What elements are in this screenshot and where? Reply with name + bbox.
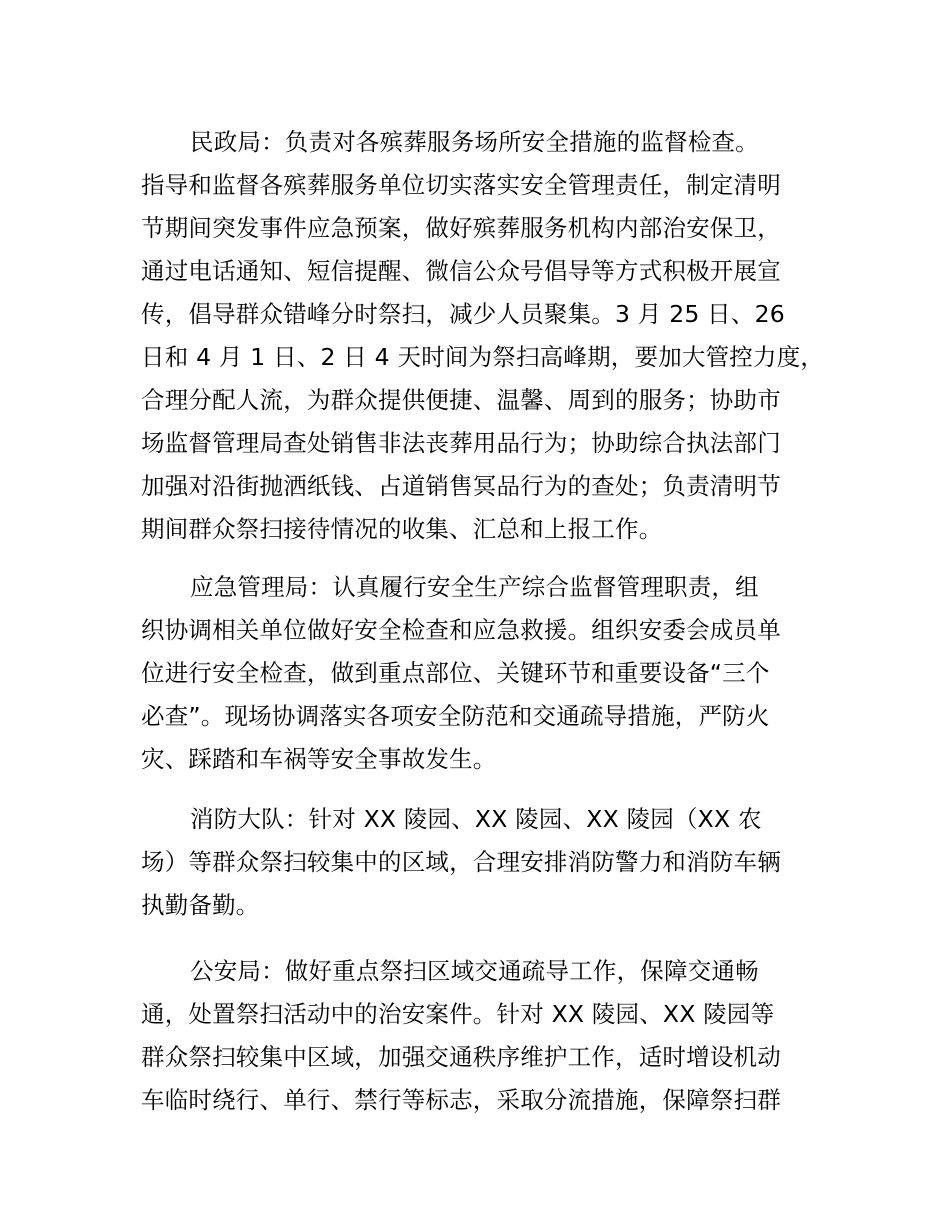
text-line: 消防大队：针对 XX 陵园、XX 陵园、XX 陵园（XX 农 xyxy=(190,805,762,833)
paragraph-public-security xyxy=(141,950,841,1122)
text-line: 传，倡导群众错峰分时祭扫，减少人员聚集。3 月 25 日、26 xyxy=(141,300,785,328)
text-line: 加强对沿街抛洒纸钱、占道销售冥品行为的查处；负责清明节 xyxy=(141,472,781,500)
paragraph-emergency-management xyxy=(141,566,841,781)
text-line: 场）等群众祭扫较集中的区域，合理安排消防警力和消防车辆 xyxy=(141,848,781,876)
text-line: 灾、踩踏和车祸等安全事故发生。 xyxy=(141,745,497,773)
text-line: 指导和监督各殡葬服务单位切实落实安全管理责任，制定清明 xyxy=(141,171,781,199)
text-line: 通过电话通知、短信提醒、微信公众号倡导等方式积极开展宣 xyxy=(141,257,781,285)
text-line: 合理分配人流，为群众提供便捷、温馨、周到的服务；协助市 xyxy=(141,386,781,414)
text-line: 节期间突发事件应急预案，做好殡葬服务机构内部治安保卫， xyxy=(141,214,781,242)
text-line: 通，处置祭扫活动中的治安案件。针对 XX 陵园、XX 陵园等 xyxy=(141,1000,775,1028)
text-line: 执勤备勤。 xyxy=(141,891,260,919)
text-line: 位进行安全检查，做到重点部位、关键环节和重要设备“三个 xyxy=(141,659,770,687)
text-line: 期间群众祭扫接待情况的收集、汇总和上报工作。 xyxy=(141,515,663,543)
text-line: 场监督管理局查处销售非法丧葬用品行为；协助综合执法部门 xyxy=(141,429,781,457)
text-line: 车临时绕行、单行、禁行等标志，采取分流措施，保障祭扫群 xyxy=(141,1086,781,1114)
text-line: 民政局：负责对各殡葬服务场所安全措施的监督检查。 xyxy=(190,128,759,156)
paragraph-fire-brigade xyxy=(141,798,841,927)
text-line: 必查”。现场协调落实各项安全防范和交通疏导措施，严防火 xyxy=(141,702,770,730)
text-line: 日和 4 月 1 日、2 日 4 天时间为祭扫高峰期，要加大管控力度， xyxy=(141,343,825,371)
text-line: 织协调相关单位做好安全检查和应急救援。组织安委会成员单 xyxy=(141,616,781,644)
text-line: 群众祭扫较集中区域，加强交通秩序维护工作，适时增设机动 xyxy=(141,1043,781,1071)
text-line: 应急管理局：认真履行安全生产综合监督管理职责，组 xyxy=(190,573,759,601)
text-line: 公安局：做好重点祭扫区域交通疏导工作，保障交通畅 xyxy=(190,957,759,985)
paragraph-civil-affairs xyxy=(141,121,841,551)
